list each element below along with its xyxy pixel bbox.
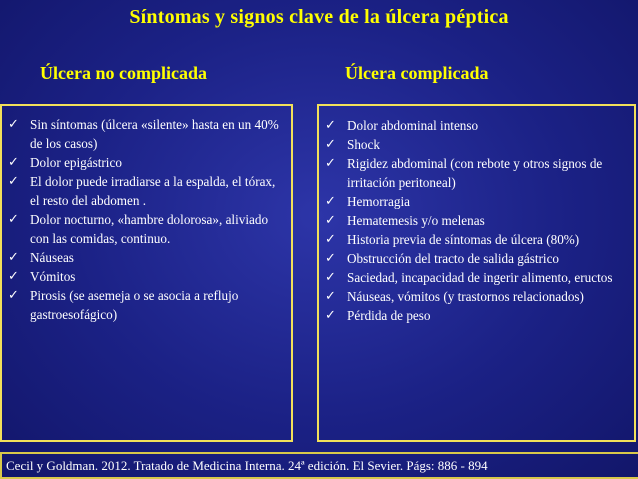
list-item bbox=[319, 135, 628, 154]
uncomplicated-box bbox=[0, 104, 293, 442]
list-item-text: Sin síntomas (úlcera «silente» hasta en un 40% de los casos) bbox=[30, 117, 279, 151]
list-item-text: Vómitos bbox=[30, 269, 76, 284]
list-item bbox=[319, 116, 628, 135]
complicated-box bbox=[317, 104, 636, 442]
checkmark-icon: ✓ bbox=[325, 308, 336, 323]
list-item-text: Saciedad, incapacidad de ingerir alimento, eructos bbox=[347, 270, 613, 285]
checkmark-icon: ✓ bbox=[325, 194, 336, 209]
checkmark-icon: ✓ bbox=[8, 174, 19, 189]
list-item bbox=[319, 287, 628, 306]
list-item-text: Dolor abdominal intenso bbox=[347, 118, 479, 133]
list-item bbox=[2, 153, 285, 172]
list-item bbox=[2, 210, 285, 248]
checkmark-icon: ✓ bbox=[325, 270, 336, 285]
checkmark-icon: ✓ bbox=[325, 156, 336, 171]
list-item-text: Obstrucción del tracto de salida gástrico bbox=[347, 251, 560, 266]
list-item bbox=[319, 211, 628, 230]
list-item-text: El dolor puede irradiarse a la espalda, el tórax, el resto del abdomen . bbox=[30, 174, 276, 208]
list-item bbox=[2, 248, 285, 267]
checkmark-icon: ✓ bbox=[325, 232, 336, 247]
list-item bbox=[2, 172, 285, 210]
list-item-text: Rigidez abdominal (con rebote y otros signos de irritación peritoneal) bbox=[347, 156, 603, 190]
list-item-text: Pérdida de peso bbox=[347, 308, 431, 323]
checkmark-icon: ✓ bbox=[325, 137, 336, 152]
checkmark-icon: ✓ bbox=[325, 118, 336, 133]
list-item bbox=[2, 286, 285, 324]
list-item bbox=[319, 268, 628, 287]
list-item-text: Hematemesis y/o melenas bbox=[347, 213, 485, 228]
checkmark-icon: ✓ bbox=[8, 269, 19, 284]
checkmark-icon: ✓ bbox=[325, 213, 336, 228]
list-item-text: Náuseas, vómitos (y trastornos relacionados) bbox=[347, 289, 584, 304]
list-item-text: Náuseas bbox=[30, 250, 74, 265]
list-item bbox=[319, 192, 628, 211]
citation-footer: Cecil y Goldman. 2012. Tratado de Medicina Interna. 24ª edición. El Sevier. Págs: 886 - 894 bbox=[0, 452, 638, 479]
list-item-text: Dolor epigástrico bbox=[30, 155, 122, 170]
list-item-text: Dolor nocturno, «hambre dolorosa», aliviado con las comidas, continuo. bbox=[30, 212, 269, 246]
column-heading-complicated: Úlcera complicada bbox=[345, 63, 489, 83]
list-item bbox=[319, 249, 628, 268]
column-heading-uncomplicated: Úlcera no complicada bbox=[40, 63, 207, 83]
checkmark-icon: ✓ bbox=[8, 250, 19, 265]
list-item-text: Pirosis (se asemeja o se asocia a reflujo gastroesofágico) bbox=[30, 288, 239, 322]
uncomplicated-list bbox=[2, 115, 285, 324]
checkmark-icon: ✓ bbox=[325, 251, 336, 266]
list-item-text: Hemorragia bbox=[347, 194, 410, 209]
checkmark-icon: ✓ bbox=[8, 155, 19, 170]
list-item bbox=[319, 306, 628, 325]
complicated-list bbox=[319, 116, 628, 325]
list-item-text: Historia previa de síntomas de úlcera (80%) bbox=[347, 232, 580, 247]
list-item bbox=[2, 115, 285, 153]
slide-title: Síntomas y signos clave de la úlcera péptica bbox=[129, 6, 509, 28]
list-item bbox=[2, 267, 285, 286]
list-item bbox=[319, 230, 628, 249]
checkmark-icon: ✓ bbox=[8, 117, 19, 132]
checkmark-icon: ✓ bbox=[8, 212, 19, 227]
checkmark-icon: ✓ bbox=[325, 289, 336, 304]
list-item bbox=[319, 154, 628, 192]
checkmark-icon: ✓ bbox=[8, 288, 19, 303]
list-item-text: Shock bbox=[347, 137, 380, 152]
